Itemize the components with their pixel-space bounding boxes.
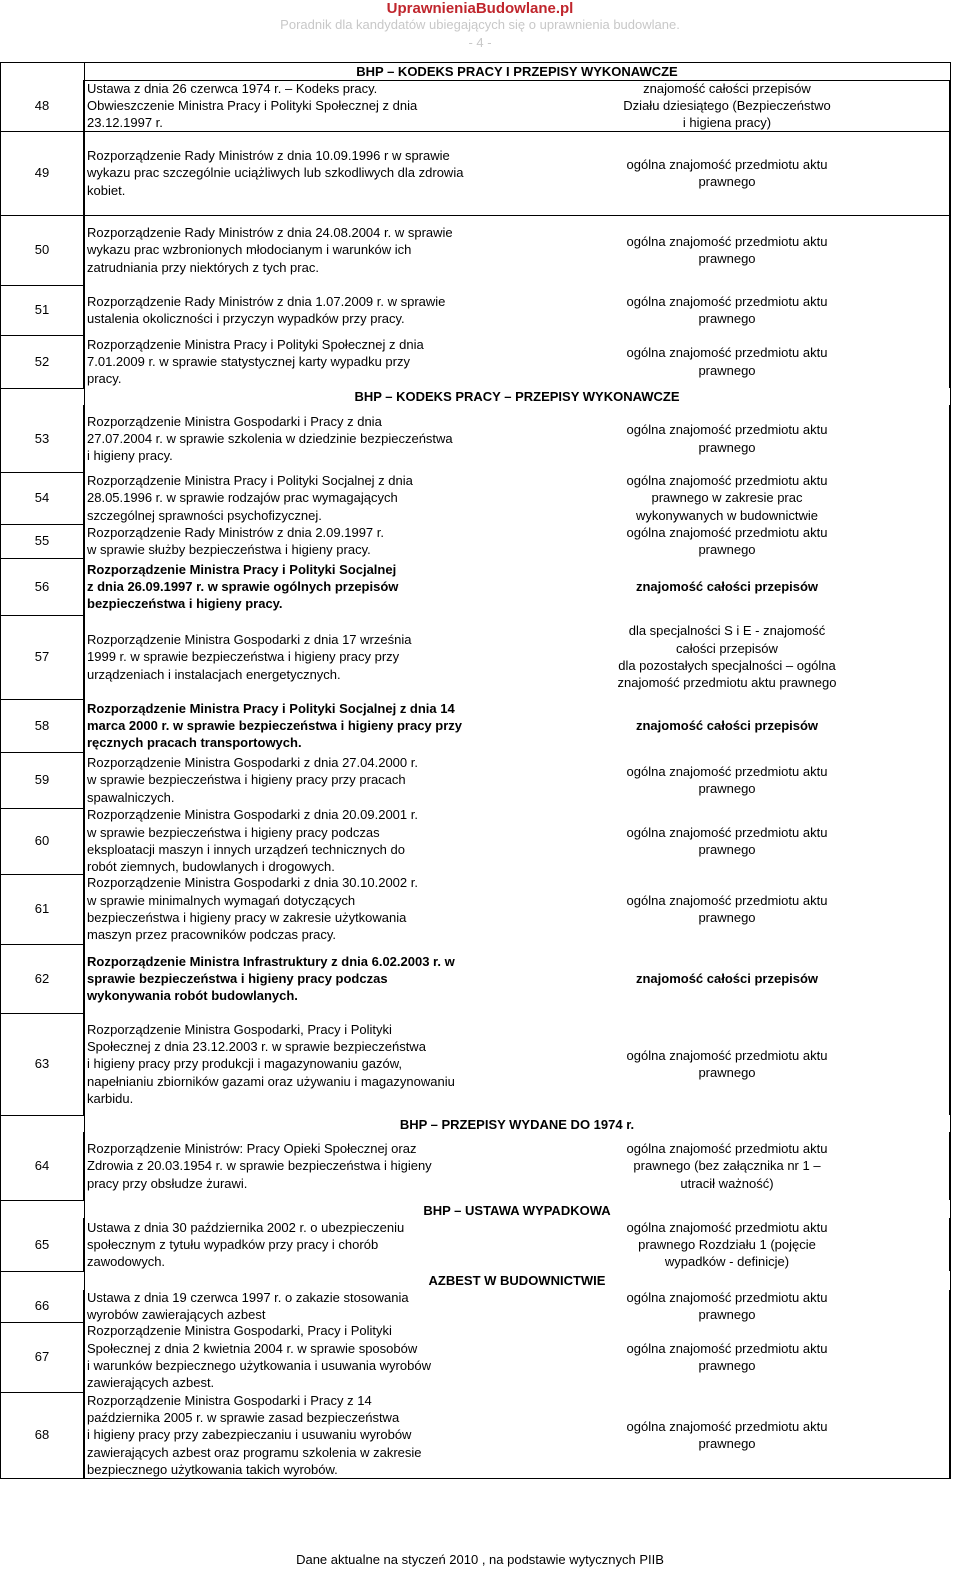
knowledge-requirement: ogólna znajomość przedmiotu aktu prawnego xyxy=(505,752,950,808)
row-number: 60 xyxy=(0,808,84,874)
knowledge-requirement: ogólna znajomość przedmiotu aktu prawnego Rozdziału 1 (pojęcie wypadków - definicje) xyxy=(505,1218,950,1271)
site-subtitle: Poradnik dla kandydatów ubiegających się o uprawnienia budowlane. xyxy=(280,17,680,32)
row-number: 56 xyxy=(0,558,84,615)
page-number: - 4 - xyxy=(468,35,492,50)
row-number: 63 xyxy=(0,1013,84,1115)
section-header: BHP – PRZEPISY WYDANE DO 1974 r. xyxy=(399,1117,635,1132)
knowledge-requirement: ogólna znajomość przedmiotu aktu prawnego xyxy=(505,215,950,285)
section-header: BHP – KODEKS PRACY – PRZEPISY WYKONAWCZE xyxy=(354,389,680,404)
knowledge-requirement: ogólna znajomość przedmiotu aktu prawnego xyxy=(505,405,950,472)
regulation-title: Rozporządzenie Rady Ministrów z dnia 1.07.2009 r. w sprawie ustalenia okoliczności i przyczyn wypadków przy pracy. xyxy=(87,293,446,326)
knowledge-requirement: znajomość całości przepisów xyxy=(505,558,950,615)
row-number: 68 xyxy=(0,1392,84,1478)
footer-note: Dane aktualne na styczeń 2010 , na podstawie wytycznych PIIB xyxy=(296,1552,664,1567)
row-number: 50 xyxy=(0,215,84,285)
knowledge-requirement: ogólna znajomość przedmiotu aktu prawnego (bez załącznika nr 1 – utracił ważność) xyxy=(505,1132,950,1200)
row-number: 55 xyxy=(0,524,84,558)
knowledge-requirement: ogólna znajomość przedmiotu aktu prawnego xyxy=(505,808,950,874)
row-divider xyxy=(0,1200,84,1201)
knowledge-requirement: ogólna znajomość przedmiotu aktu prawnego xyxy=(505,524,950,558)
knowledge-requirement: ogólna znajomość przedmiotu aktu prawnego xyxy=(505,285,950,335)
knowledge-requirement: ogólna znajomość przedmiotu aktu prawnego xyxy=(505,874,950,944)
row-divider xyxy=(0,1115,84,1116)
row-divider xyxy=(84,215,951,216)
row-number: 57 xyxy=(0,615,84,699)
row-number: 65 xyxy=(0,1218,84,1271)
row-number: 59 xyxy=(0,752,84,808)
knowledge-requirement: ogólna znajomość przedmiotu aktu prawnego xyxy=(505,1290,950,1322)
row-divider xyxy=(0,1478,84,1479)
regulation-title: Rozporządzenie Ministra Gospodarki z dnia 30.10.2002 r. w sprawie minimalnych wymagań dotyczących bezpieczeństwa i higieny pracy w zakresie użytkowania maszyn przez pracowników podczas pracy. xyxy=(87,875,418,943)
row-divider xyxy=(84,131,951,132)
knowledge-requirement: dla specjalności S i E - znajomość całości przepisów dla pozostałych specjalności – ogólna znajomość przedmiotu aktu prawnego xyxy=(505,615,950,699)
regulation-title: Rozporządzenie Ministra Gospodarki, Pracy i Polityki Społecznej z dnia 23.12.2003 r. w sprawie bezpieczeństwa i higieny pracy przy produkcji i magazynowaniu gazów, napełnianiu zbiorników gazami oraz używaniu i magazynowaniu karbidu. xyxy=(87,1021,455,1106)
row-divider xyxy=(0,1271,84,1272)
row-divider xyxy=(0,62,951,63)
row-number: 64 xyxy=(0,1132,84,1200)
regulation-title: Rozporządzenie Ministra Pracy i Polityki Socjalnej z dnia 14 marca 2000 r. w sprawie bezpieczeństwa i higieny pracy przy ręcznych pracach transportowych. xyxy=(87,700,463,751)
knowledge-requirement: ogólna znajomość przedmiotu aktu prawnego xyxy=(505,1392,950,1478)
row-number: 52 xyxy=(0,335,84,388)
knowledge-requirement: ogólna znajomość przedmiotu aktu prawnego xyxy=(505,1013,950,1115)
regulation-title: Ustawa z dnia 19 czerwca 1997 r. o zakazie stosowania wyrobów zawierających azbest xyxy=(87,1289,409,1322)
regulation-title: Rozporządzenie Ministra Gospodarki i Pracy z dnia 27.07.2004 r. w sprawie szkolenia w dziedzinie bezpieczeństwa i higieny pracy. xyxy=(87,413,453,464)
row-number: 49 xyxy=(0,131,84,215)
row-divider xyxy=(84,80,951,81)
row-number: 61 xyxy=(0,874,84,944)
knowledge-requirement: znajomość całości przepisów xyxy=(505,944,950,1013)
row-divider xyxy=(0,388,84,389)
knowledge-requirement: ogólna znajomość przedmiotu aktu prawnego xyxy=(505,1322,950,1392)
regulation-title: Rozporządzenie Ministra Gospodarki z dnia 20.09.2001 r. w sprawie bezpieczeństwa i higieny pracy podczas eksploatacji maszyn i innych urządzeń technicznych do robót ziemnych, budowlanych i drogowych. xyxy=(87,807,418,875)
regulation-title: Rozporządzenie Ministra Pracy i Polityki Społecznej z dnia 7.01.2009 r. w sprawie statystycznej karty wypadku przy pracy. xyxy=(87,336,424,387)
site-title: UprawnieniaBudowlane.pl xyxy=(386,0,574,17)
section-header: BHP – KODEKS PRACY I PRZEPISY WYKONAWCZE xyxy=(356,64,678,79)
regulation-title: Rozporządzenie Rady Ministrów z dnia 10.09.1996 r w sprawie wykazu prac szczególnie uciążliwych lub szkodliwych dla zdrowia kobiet. xyxy=(87,148,464,198)
knowledge-requirement: znajomość całości przepisów Działu dziesiątego (Bezpieczeństwo i higiena pracy) xyxy=(505,80,950,131)
row-number: 66 xyxy=(0,1290,84,1322)
regulation-title: Ustawa z dnia 30 października 2002 r. o ubezpieczeniu społecznym z tytułu wypadków przy pracy i chorób zawodowych. xyxy=(87,1219,405,1270)
regulation-title: Rozporządzenie Ministra Gospodarki i Pracy z 14 października 2005 r. w sprawie zasad bezpieczeństwa i higieny pracy przy zabezpieczaniu i usuwaniu wyrobów zawierających azbest oraz programu szkolenia w zakresie bezpiecznego użytkowania takich wyrobów. xyxy=(87,1392,422,1477)
column-divider xyxy=(84,62,85,1478)
regulation-title: Rozporządzenie Rady Ministrów z dnia 2.09.1997 r. w sprawie służby bezpieczeństwa i higieny pracy. xyxy=(87,524,384,557)
regulation-title: Rozporządzenie Ministra Gospodarki z dnia 27.04.2000 r. w sprawie bezpieczeństwa i higieny pracy przy pracach spawalniczych. xyxy=(87,755,418,805)
column-divider xyxy=(950,62,951,1478)
knowledge-requirement: znajomość całości przepisów xyxy=(505,699,950,752)
regulation-title: Rozporządzenie Ministrów: Pracy Opieki Społecznej oraz Zdrowia z 20.03.1954 r. w sprawie bezpieczeństwa i higieny pracy przy obsłudze żurawi. xyxy=(87,1141,432,1191)
regulation-title: Rozporządzenie Rady Ministrów z dnia 24.08.2004 r. w sprawie wykazu prac wzbronionych młodocianym i warunków ich zatrudniania przy niektórych z tych prac. xyxy=(87,225,453,275)
knowledge-requirement: ogólna znajomość przedmiotu aktu prawnego w zakresie prac wykonywanych w budownictwie xyxy=(505,472,950,524)
regulation-title: Rozporządzenie Ministra Gospodarki z dnia 17 września 1999 r. w sprawie bezpieczeństwa i higieny pracy przy urządzeniach i instalacjach energetycznych. xyxy=(87,632,412,682)
row-number: 54 xyxy=(0,472,84,524)
row-number: 58 xyxy=(0,699,84,752)
regulation-title: Rozporządzenie Ministra Pracy i Polityki Socjalnej z dnia 28.05.1996 r. w sprawie rodzajów prac wymagających szczególnej sprawności psychofizycznej. xyxy=(87,473,413,523)
regulation-title: Rozporządzenie Ministra Infrastruktury z dnia 6.02.2003 r. w sprawie bezpieczeństwa i higieny pracy podczas wykonywania robót budowlanych. xyxy=(87,953,455,1004)
regulation-title: Rozporządzenie Ministra Pracy i Polityki Socjalnej z dnia 26.09.1997 r. w sprawie ogólnych przepisów bezpieczeństwa i higieny pracy. xyxy=(87,561,399,612)
row-number: 48 xyxy=(0,80,84,131)
row-number: 51 xyxy=(0,285,84,335)
row-number: 62 xyxy=(0,944,84,1013)
row-number: 53 xyxy=(0,405,84,472)
knowledge-requirement: ogólna znajomość przedmiotu aktu prawnego xyxy=(505,335,950,388)
row-number: 67 xyxy=(0,1322,84,1392)
section-header: BHP – USTAWA WYPADKOWA xyxy=(423,1203,611,1218)
knowledge-requirement: ogólna znajomość przedmiotu aktu prawnego xyxy=(505,131,950,215)
regulation-title: Ustawa z dnia 26 czerwca 1974 r. – Kodeks pracy. Obwieszczenie Ministra Pracy i Polityki Społecznej z dnia 23.12.1997 r. xyxy=(87,80,418,131)
section-header: AZBEST W BUDOWNICTWIE xyxy=(428,1273,606,1288)
regulation-title: Rozporządzenie Ministra Gospodarki, Pracy i Polityki Społecznej z dnia 2 kwietnia 2004 r. w sprawie sposobów i warunków bezpiecznego użytkowania i usuwania wyrobów zawierających azbest. xyxy=(87,1323,431,1391)
